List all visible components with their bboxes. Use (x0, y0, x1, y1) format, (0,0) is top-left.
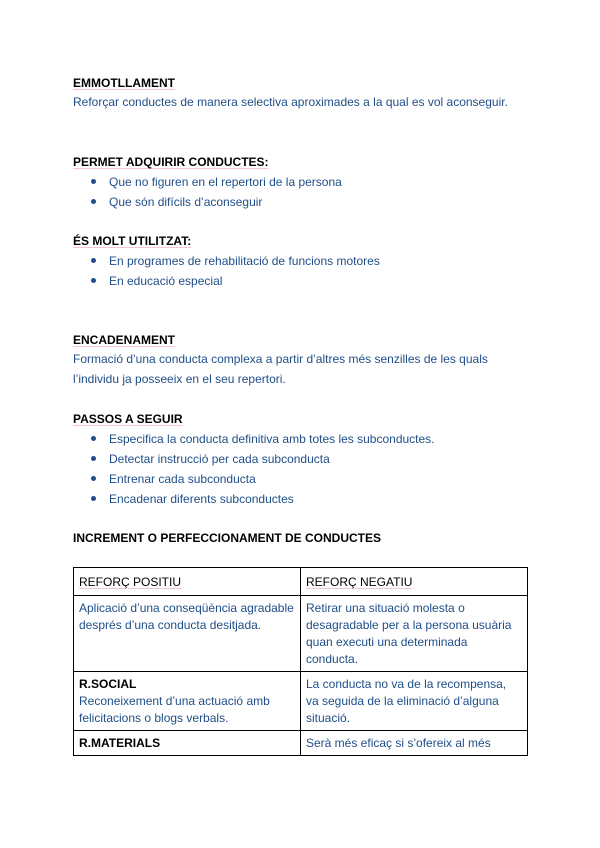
table-row (74, 596, 528, 672)
table-cell (301, 731, 528, 756)
section-emmotllament (73, 74, 533, 112)
table-header-row (74, 568, 528, 596)
subsection-title: ÉS MOLT UTILITZAT: (73, 234, 192, 248)
cell-title: R.MATERIALS (79, 736, 161, 750)
bullet-icon (91, 476, 96, 481)
bullet-icon (91, 496, 96, 501)
bullet-icon (91, 456, 96, 461)
list-item: En educació especial (73, 271, 533, 291)
cell-text: Reconeixement d’una actuació amb felicitacions o blogs verbals. (79, 694, 270, 725)
table-header-cell: REFORÇ POSITIU (74, 568, 301, 596)
cell-text: Serà més eficaç si s’ofereix al més (306, 736, 491, 750)
subsection-passos-a-seguir (73, 410, 533, 509)
section-description: Reforçar conductes de manera selectiva aproximades a la qual es vol aconseguir. (73, 95, 508, 109)
section-increment (73, 529, 533, 547)
table-cell (301, 596, 528, 672)
subsection-es-molt-utilitzat (73, 232, 533, 291)
cell-text: Retirar una situació molesta o desagradable per a la persona usuària quan executi una determinada conducta. (306, 601, 512, 666)
subsection-title: PASSOS A SEGUIR (73, 412, 183, 426)
table-row (74, 731, 528, 756)
bullet-icon (91, 278, 96, 283)
bullet-list (73, 251, 533, 291)
subsection-title: PERMET ADQUIRIR CONDUCTES: (73, 155, 269, 169)
bullet-icon (91, 179, 96, 184)
section-encadenament (73, 331, 533, 389)
list-item: Que no figuren en el repertori de la persona (73, 172, 533, 192)
table-cell (74, 731, 301, 756)
table-row (74, 672, 528, 731)
subsection-permet-adquirir (73, 153, 533, 212)
table-header-cell: REFORÇ NEGATIU (301, 568, 528, 596)
list-item: Encadenar diferents subconductes (73, 489, 533, 509)
table-cell (301, 672, 528, 731)
table-cell (74, 672, 301, 731)
section-description: Formació d’una conducta complexa a partir d’altres més senzilles de les quals l’individu ja posseeix en el seu repertori. (73, 352, 488, 386)
cell-title: R.SOCIAL (79, 677, 137, 691)
bullet-list (73, 429, 533, 509)
section-title: ENCADENAMENT (73, 333, 175, 347)
bullet-icon (91, 199, 96, 204)
bullet-icon (91, 436, 96, 441)
list-item: Especifica la conducta definitiva amb totes les subconductes. (73, 429, 533, 449)
list-item: Entrenar cada subconducta (73, 469, 533, 489)
cell-text: La conducta no va de la recompensa, va seguida de la eliminació d’alguna situació. (306, 677, 507, 725)
section-title: INCREMENT O PERFECCIONAMENT DE CONDUCTES (73, 531, 382, 545)
bullet-icon (91, 258, 96, 263)
bullet-list (73, 172, 533, 212)
section-title: EMMOTLLAMENT (73, 76, 175, 90)
list-item: Que són difícils d’aconseguir (73, 192, 533, 212)
reinforcement-table (73, 567, 528, 756)
list-item: Detectar instrucció per cada subconducta (73, 449, 533, 469)
table-cell (74, 596, 301, 672)
cell-text: Aplicació d’una conseqüència agradable després d’una conducta desitjada. (79, 601, 294, 632)
list-item: En programes de rehabilitació de funcions motores (73, 251, 533, 271)
